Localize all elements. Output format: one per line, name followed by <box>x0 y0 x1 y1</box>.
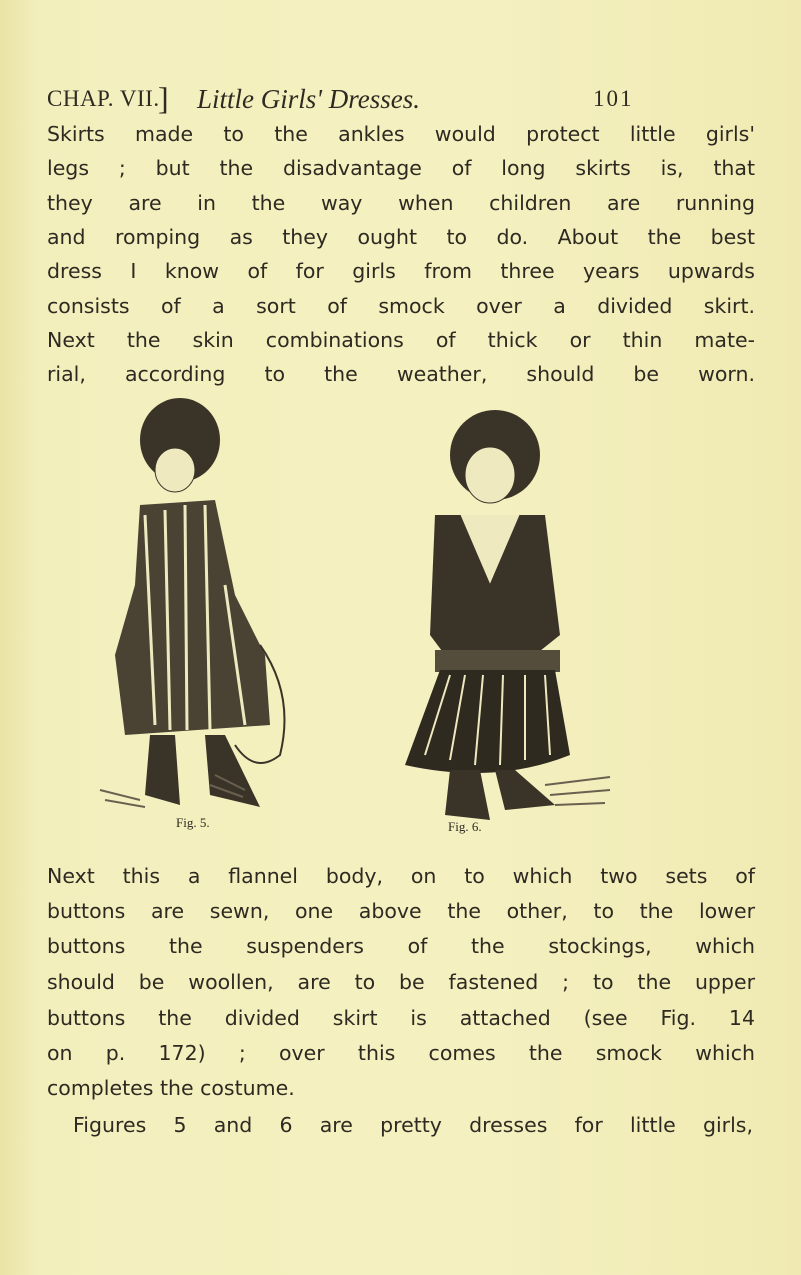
figure-6-caption: Fig. 6. <box>448 819 482 834</box>
running-header <box>47 80 634 122</box>
text-line: rial, according to the weather, should be worn. <box>47 362 755 386</box>
header-bracket: ] <box>158 80 169 116</box>
chapter-label: CHAP. VII. <box>47 86 160 111</box>
text-line: buttons the divided skirt is attached (see Fig. 14 <box>47 1006 755 1030</box>
text-line: Skirts made to the ankles would protect little girls' <box>47 122 755 146</box>
text-line: Figures 5 and 6 are pretty dresses for little girls, <box>73 1113 753 1137</box>
text-line: should be woollen, are to be fastened ; to the upper <box>47 970 755 994</box>
text-line: and romping as they ought to do. About the best <box>47 225 755 249</box>
text-line: on p. 172) ; over this comes the smock which <box>47 1041 755 1065</box>
figure-5-illustration <box>95 395 295 820</box>
text-line: buttons the suspenders of the stockings, which <box>47 934 755 958</box>
text-line: dress I know of for girls from three years upwards <box>47 259 755 283</box>
figure-5-caption: Fig. 5. <box>176 815 210 830</box>
text-line: Next this a flannel body, on to which two sets of <box>47 864 755 888</box>
text-line: consists of a sort of smock over a divided skirt. <box>47 294 755 318</box>
text-line: they are in the way when children are running <box>47 191 755 215</box>
text-line: legs ; but the disadvantage of long skirts is, that <box>47 156 755 180</box>
page-number: 101 <box>593 86 634 111</box>
figure-6-illustration <box>395 405 625 825</box>
text-line: buttons are sewn, one above the other, to the lower <box>47 899 755 923</box>
text-line: completes the costume. <box>47 1076 295 1100</box>
text-line: Next the skin combinations of thick or thin mate- <box>47 328 755 352</box>
chapter-title: Little Girls' Dresses. <box>197 84 421 114</box>
